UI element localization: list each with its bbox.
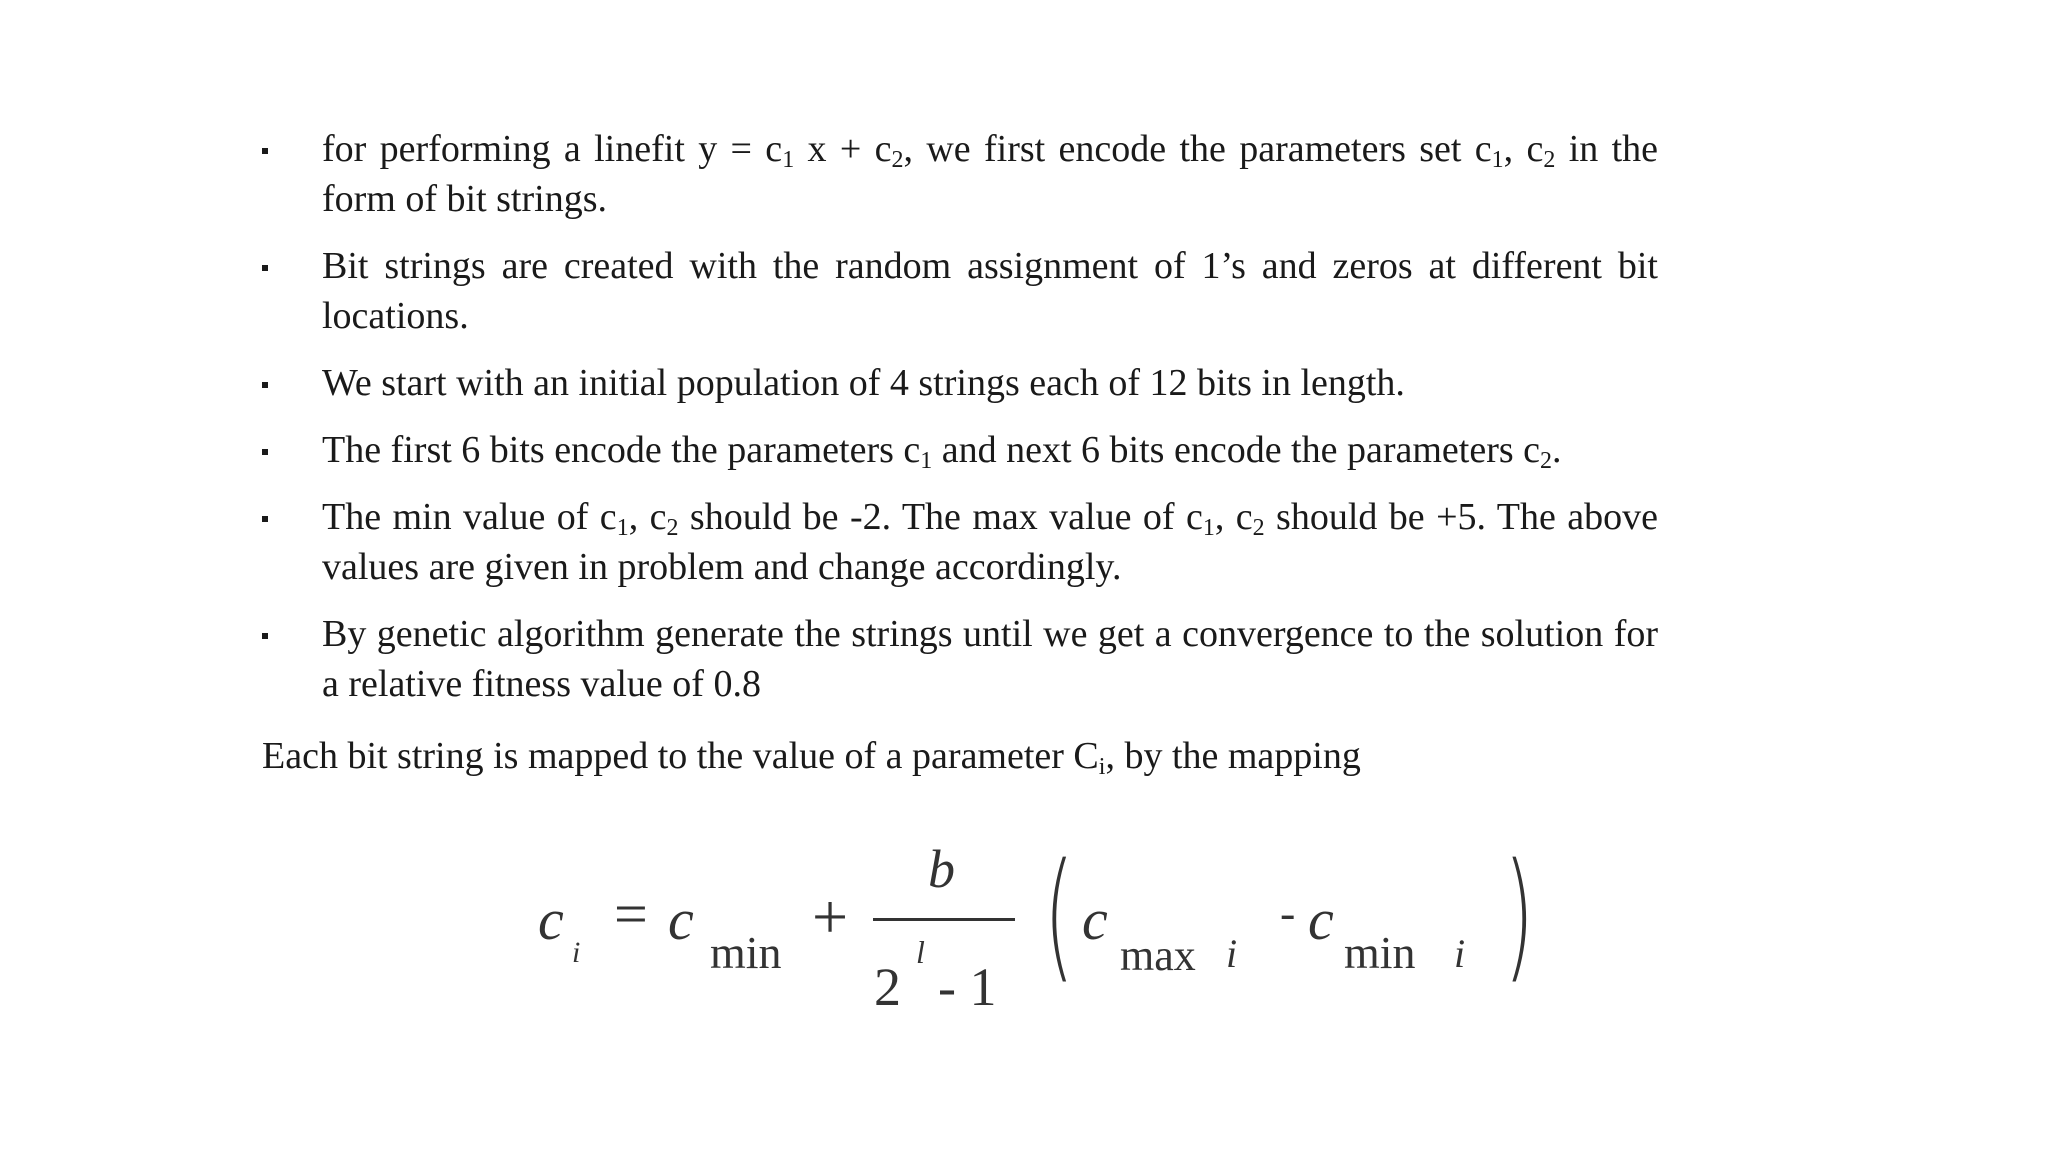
bullet-square-icon [262,382,268,388]
formula-i-lhs: i [572,936,581,969]
bullet-list [262,124,1658,726]
formula-equals: = [614,881,648,947]
formula-close-paren: ) [1504,834,1535,997]
formula-min-i: i [1454,931,1466,976]
bullet-square-icon [262,449,268,455]
formula-plus: + [812,881,849,952]
formula-denominator-base: 2 [874,957,901,1017]
mapping-formula [536,834,1556,1028]
formula-denominator-minus-one: - 1 [938,957,997,1017]
formula-max-i: i [1226,931,1238,976]
formula-min-label: min [710,927,782,978]
formula-c-max: c [1082,887,1108,952]
bullet-item-linefit: for performing a linefit $y = c_1$ $x + c_2$, we first encode the parameters set $c_1$, $c_2$ in the form of bit strings. [262,124,1658,224]
formula-c-min: c [668,887,694,952]
bullet-square-icon [262,265,268,271]
bullet-item-min-max: The min value of $c_1$, $c_2$ should be -2. The max value of $c_1$, $c_2$ should be +5. The above values are given in problem and change accordingly. [262,492,1658,592]
formula-min-label-2: min [1344,927,1416,978]
bullet-item-encoding: The first 6 bits encode the parameters $c_1$ and next 6 bits encode the parameters $c_2$. [262,425,1658,475]
mapping-sentence: Each bit string is mapped to the value of a parameter $C_i$, by the mapping [262,735,1361,780]
formula-open-paren: ( [1044,834,1075,997]
bullet-item-convergence: By genetic algorithm generate the strings until we get a convergence to the solution for a relative fitness value of 0.8 [262,609,1658,709]
bullet-item-bit-strings: Bit strings are created with the random assignment of 1’s and zeros at different bit locations. [262,241,1658,341]
formula-denominator-exponent: l [916,934,925,970]
formula-c-lhs: c [538,887,564,952]
bullet-item-population: We start with an initial population of 4 strings each of 12 bits in length. [262,358,1658,408]
formula-max-label: max [1120,931,1196,980]
bullet-square-icon [262,148,268,154]
formula-numerator-b: b [928,839,955,899]
bullet-square-icon [262,633,268,639]
formula-c-min-2: c [1308,887,1334,952]
formula-fraction-bar [873,918,1015,921]
bullet-square-icon [262,516,268,522]
formula-minus: - [1280,887,1296,938]
